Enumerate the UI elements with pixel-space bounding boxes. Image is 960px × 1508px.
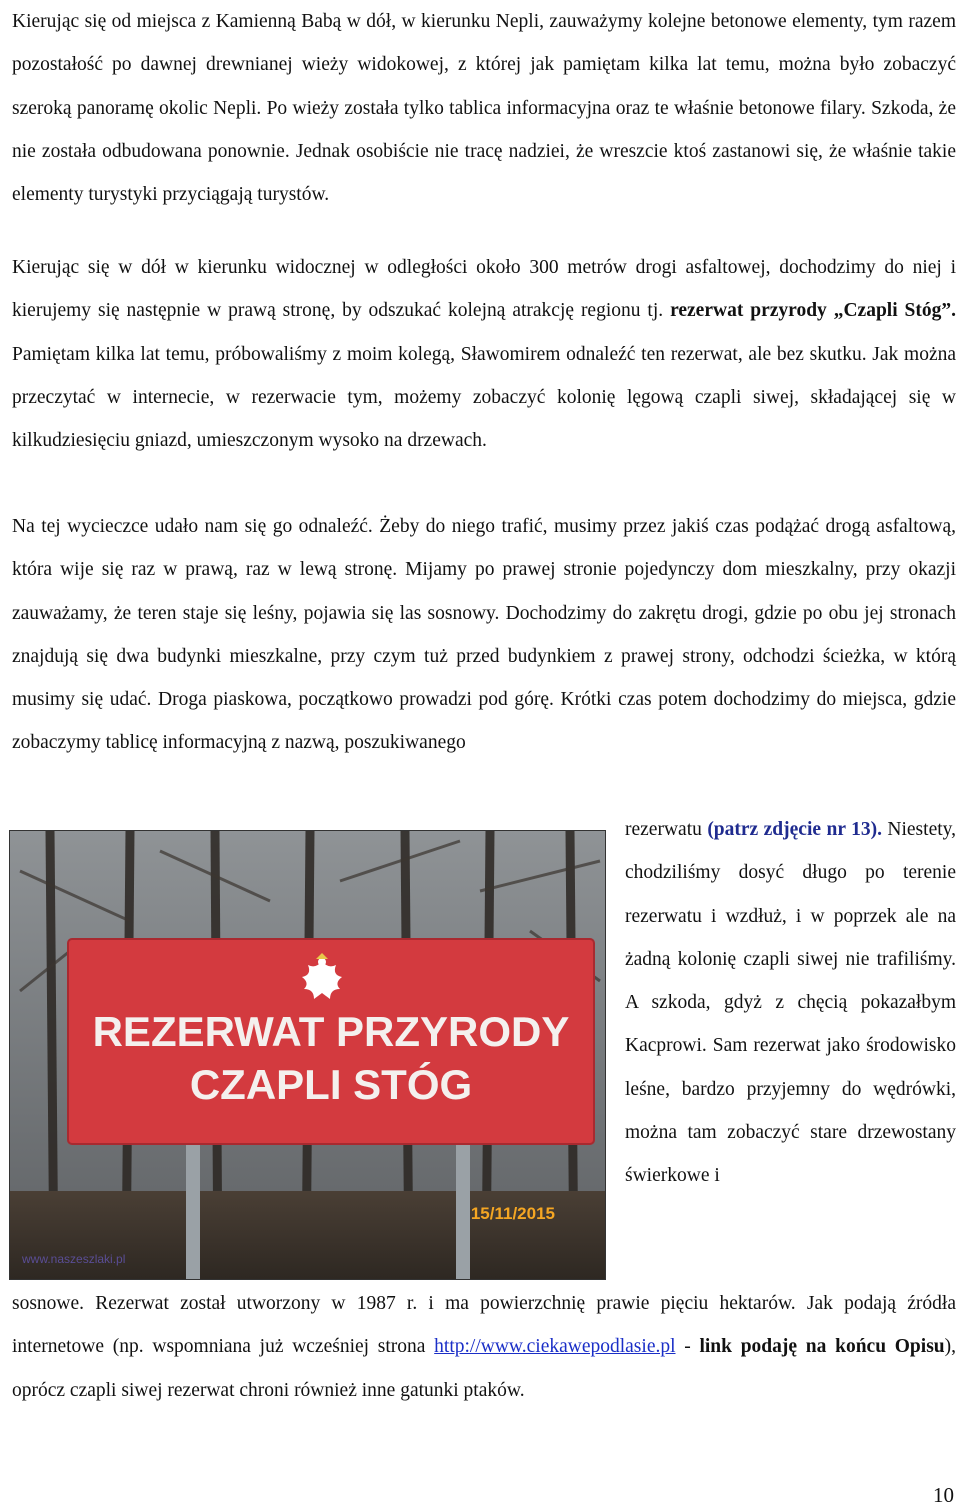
photo-illustration — [10, 831, 605, 1279]
paragraph-2-text-b: Pamiętam kilka lat temu, próbowaliśmy z moim kolegą, Sławomirem odnaleźć ten rezerwat, ale bez skutku. Jak można przeczytać w internecie, w rezerwacie tym, możemy zobaczyć kolonię lęgową czapli siwej, składającej się w kilkudziesięciu gniazd, umieszczonym wysoko na drzewach. — [12, 343, 956, 452]
tail-text-mid: - — [675, 1336, 700, 1358]
paragraph-1: Kierując się od miejsca z Kamienną Babą w dół, w kierunku Nepli, zauważymy kolejne betonowe elementy, tym razem pozostałość po dawnej drewnianej wieży widokowej, z której jak pamiętam kilka lat temu, można było zobaczyć szeroką panoramę okolic Nepli. Po wieży została tylko tablica informacyjna oraz te właśnie betonowe filary. Szkoda, że nie została odbudowana ponownie. Jednak osobiście nie tracę nadziei, że wreszcie ktoś zastanowi się, że właśnie takie elementy turystyki przyciągają turystów. — [12, 11, 956, 206]
photo-watermark: www.naszeszlaki.pl — [22, 1252, 126, 1266]
paragraph-3-tail — [12, 1282, 956, 1412]
side-text-start: rezerwatu — [625, 819, 708, 840]
paragraph-2-text-a: Kierując się w dół w kierunku widocznej w odległości około 300 metrów drogi asfaltowej, dochodzimy do niej i kierujemy się następnie w prawą stronę, by odszukać kolejną atrakcję regionu tj. — [12, 257, 956, 322]
paragraph-3: Na tej wycieczce udało nam się go odnaleźć. Żeby do niego trafić, musimy przez jakiś czas podążać drogą asfaltową, która wije się raz w prawą, raz w lewą stronę. Mijamy po prawej stronie pojedynczy dom mieszkalny, przy okazji zauważamy, że teren staje się leśny, pojawia się las sosnowy. Dochodzimy do zakrętu drogi, gdzie po obu jej stronach znajdują się dwa budynki mieszkalne, przy czym tuż przed budynkiem z prawej strony, odchodzi ścieżka, w którą musimy się udać. Droga piaskowa, początkowo prowadzi pod górę. Krótki czas potem dochodzimy do miejsca, gdzie zobaczymy tablicę informacyjną z nazwą, poszukiwanego — [12, 516, 956, 754]
tail-text-start: sosnowe. Rezerwat został utworzony w 1987 r. i ma powierzchnię prawie pięciu hektarów. Jak podają źródła internetowe (np. wspomniana już wcześniej strona — [12, 1293, 956, 1358]
reserve-sign-photo — [9, 830, 606, 1280]
tail-text-end: ), oprócz czapli siwej rezerwat chroni również inne gatunki ptaków. — [12, 1336, 956, 1401]
side-text-rest: Niestety, chodziliśmy dosyć długo po terenie rezerwatu i wzdłuż, i w poprzek ale na żadną kolonię czapli siwej nie trafiliśmy. A szkoda, gdyż z chęcią pokazałbym Kacprowi. Sam rezerwat jako środowisko leśne, bardzo przyjemny do wędrówki, można tam zobaczyć stare drzewostany świerkowe i — [625, 819, 956, 1187]
tail-bold-text: link podaję na końcu Opisu — [699, 1336, 945, 1358]
paragraph-3-side-text — [625, 808, 956, 1198]
reserve-name-bold: rezerwat przyrody „Czapli Stóg”. — [670, 300, 957, 322]
sign-line-2: CZAPLI STÓG — [189, 1061, 473, 1108]
paragraph-2 — [12, 246, 956, 462]
sign-line-1: REZERWAT PRZYRODY — [92, 1008, 570, 1055]
photo-reference: (patrz zdjęcie nr 13). — [707, 819, 882, 840]
photo-date-stamp: 15/11/2015 — [470, 1204, 555, 1223]
ciekawepodlasie-link[interactable]: http://www.ciekawepodlasie.pl — [434, 1336, 676, 1358]
page-number: 10 — [933, 1483, 954, 1507]
